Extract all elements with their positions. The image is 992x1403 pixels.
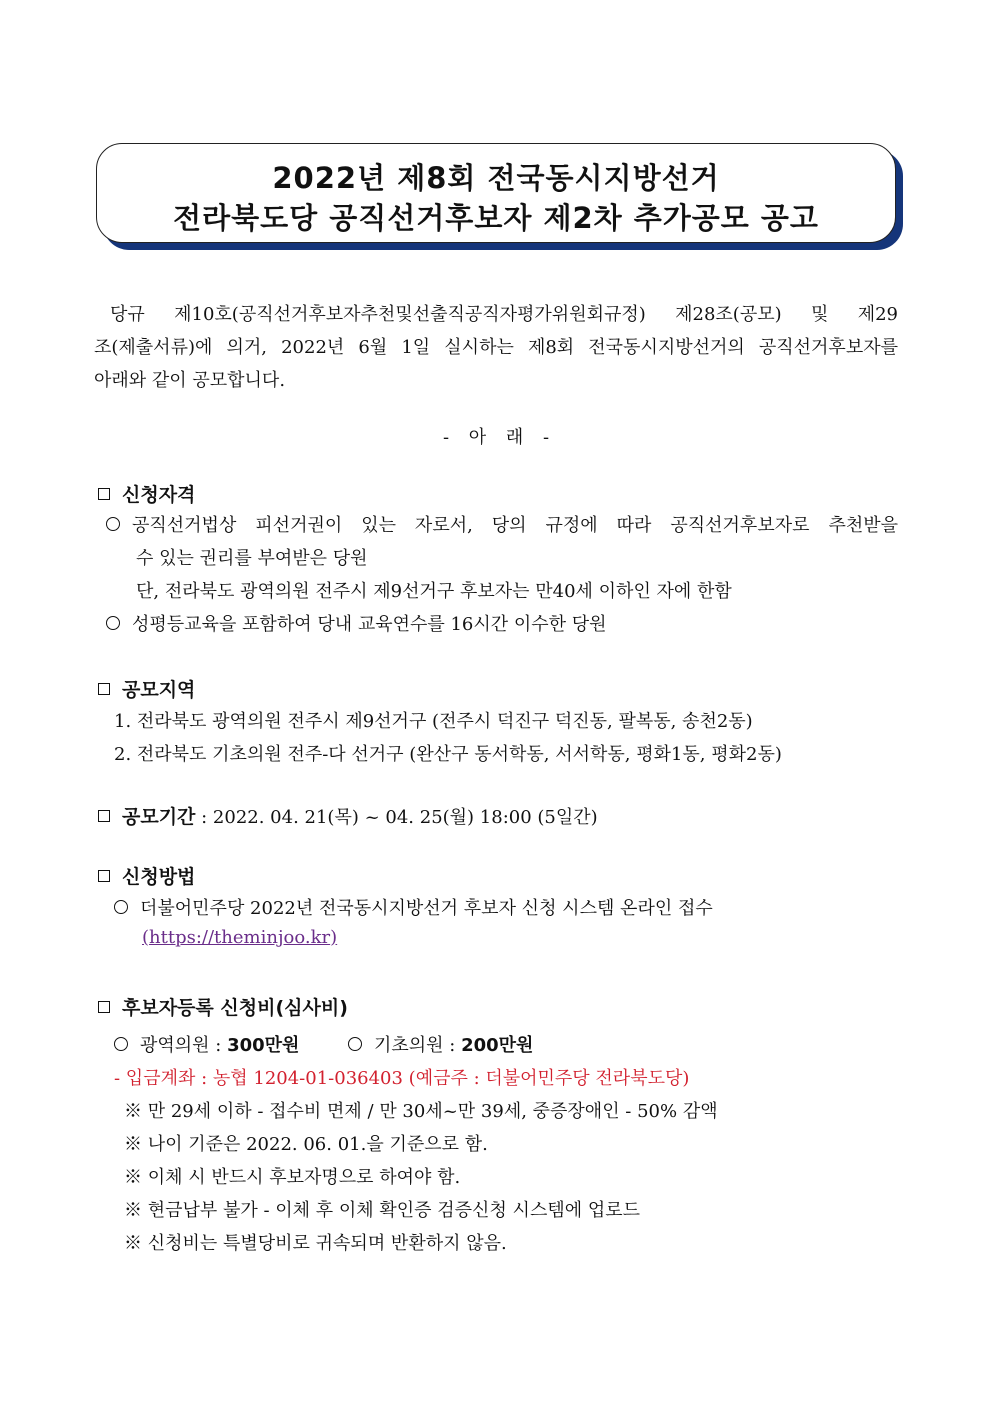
fee-account: - 입금계좌 : 농협 1204-01-036403 (예금주 : 더불어민주당 전라북도당) [114, 1068, 690, 1089]
square-bullet-icon [98, 810, 110, 822]
fee-note-3: ※ 이체 시 반드시 후보자명으로 하여야 함. [124, 1167, 461, 1188]
eligibility-item-1-line-1 [106, 511, 898, 537]
circle-bullet-icon [106, 616, 120, 630]
title-line-1: 2022년 제8회 전국동시지방선거 [272, 161, 720, 195]
square-bullet-icon [98, 870, 110, 882]
square-bullet-icon [98, 488, 110, 500]
heading-text: 신청방법 [122, 866, 196, 888]
fee-note-2: ※ 나이 기준은 2022. 06. 01.을 기준으로 함. [124, 1134, 488, 1155]
method-item-1-text: 더불어민주당 2022년 전국동시지방선거 후보자 신청 시스템 온라인 접수 [140, 898, 713, 919]
section-heading-region [98, 675, 195, 702]
region-item-2: 2. 전라북도 기초의원 전주-다 선거구 (완산구 동서학동, 서서학동, 평화1동, 평화2동) [114, 744, 782, 765]
section-heading-eligibility [98, 480, 195, 507]
heading-text: 후보자등록 신청비(심사비) [122, 997, 348, 1019]
section-heading-period [98, 802, 598, 829]
heading-text: 공모지역 [122, 679, 196, 701]
intro-line-1: 당규 제10호(공직선거후보자추천및선출직공직자평가위원회규정) 제28조(공모) 및 제29 [110, 304, 898, 325]
square-bullet-icon [98, 1001, 110, 1013]
section-heading-method [98, 862, 195, 889]
title-box [96, 143, 896, 243]
method-item-1 [114, 894, 713, 920]
circle-bullet-icon [114, 1037, 128, 1051]
link-close-paren: ) [330, 927, 338, 948]
theminjoo-link[interactable]: https://theminjoo.kr [149, 927, 331, 948]
square-bullet-icon [98, 683, 110, 695]
intro-line-3: 아래와 같이 공모합니다. [94, 370, 286, 391]
fee-note-4: ※ 현금납부 불가 - 이체 후 이체 확인증 검증신청 시스템에 업로드 [124, 1200, 640, 1221]
fee-metro-value: 300만원 [227, 1035, 300, 1056]
intro-line-2: 조(제출서류)에 의거, 2022년 6월 1일 실시하는 제8회 전국동시지방선거의 공직선거후보자를 [94, 337, 898, 358]
eligibility-item-2-text: 성평등교육을 포함하여 당내 교육연수를 16시간 이수한 당원 [132, 614, 607, 635]
eligibility-item-1-line-2: 수 있는 권리를 부여받은 당원 [136, 548, 368, 569]
eligibility-item-2 [106, 610, 607, 636]
fee-note-5: ※ 신청비는 특별당비로 귀속되며 반환하지 않음. [124, 1233, 507, 1254]
period-value: : 2022. 04. 21(목) ~ 04. 25(월) 18:00 (5일간) [195, 807, 598, 828]
title-line-2: 전라북도당 공직선거후보자 제2차 추가공모 공고 [173, 201, 819, 235]
circle-bullet-icon [106, 517, 120, 531]
heading-text: 신청자격 [122, 484, 196, 506]
fee-basic-value: 200만원 [461, 1035, 534, 1056]
eligibility-item-1-text: 공직선거법상 피선거권이 있는 자로서, 당의 규정에 따라 공직선거후보자로 추천받을 [132, 515, 898, 536]
circle-bullet-icon [114, 900, 128, 914]
fee-metro-label: 광역의원 : [140, 1035, 228, 1056]
fee-note-1: ※ 만 29세 이하 - 접수비 면제 / 만 30세~만 39세, 중증장애인 - 50% 감액 [124, 1101, 718, 1122]
section-heading-fee [98, 993, 348, 1020]
region-item-1: 1. 전라북도 광역의원 전주시 제9선거구 (전주시 덕진구 덕진동, 팔복동, 송천2동) [114, 711, 753, 732]
circle-bullet-icon [348, 1037, 362, 1051]
fee-basic [348, 1031, 533, 1057]
link-open-paren: ( [142, 927, 150, 948]
method-link-line [142, 927, 337, 948]
eligibility-item-1-line-3: 단, 전라북도 광역의원 전주시 제9선거구 후보자는 만40세 이하인 자에 한함 [136, 581, 732, 602]
fee-metro [114, 1031, 299, 1057]
fee-basic-label: 기초의원 : [374, 1035, 462, 1056]
notice-label: - 아 래 - [442, 427, 550, 448]
heading-text: 공모기간 [122, 806, 196, 828]
